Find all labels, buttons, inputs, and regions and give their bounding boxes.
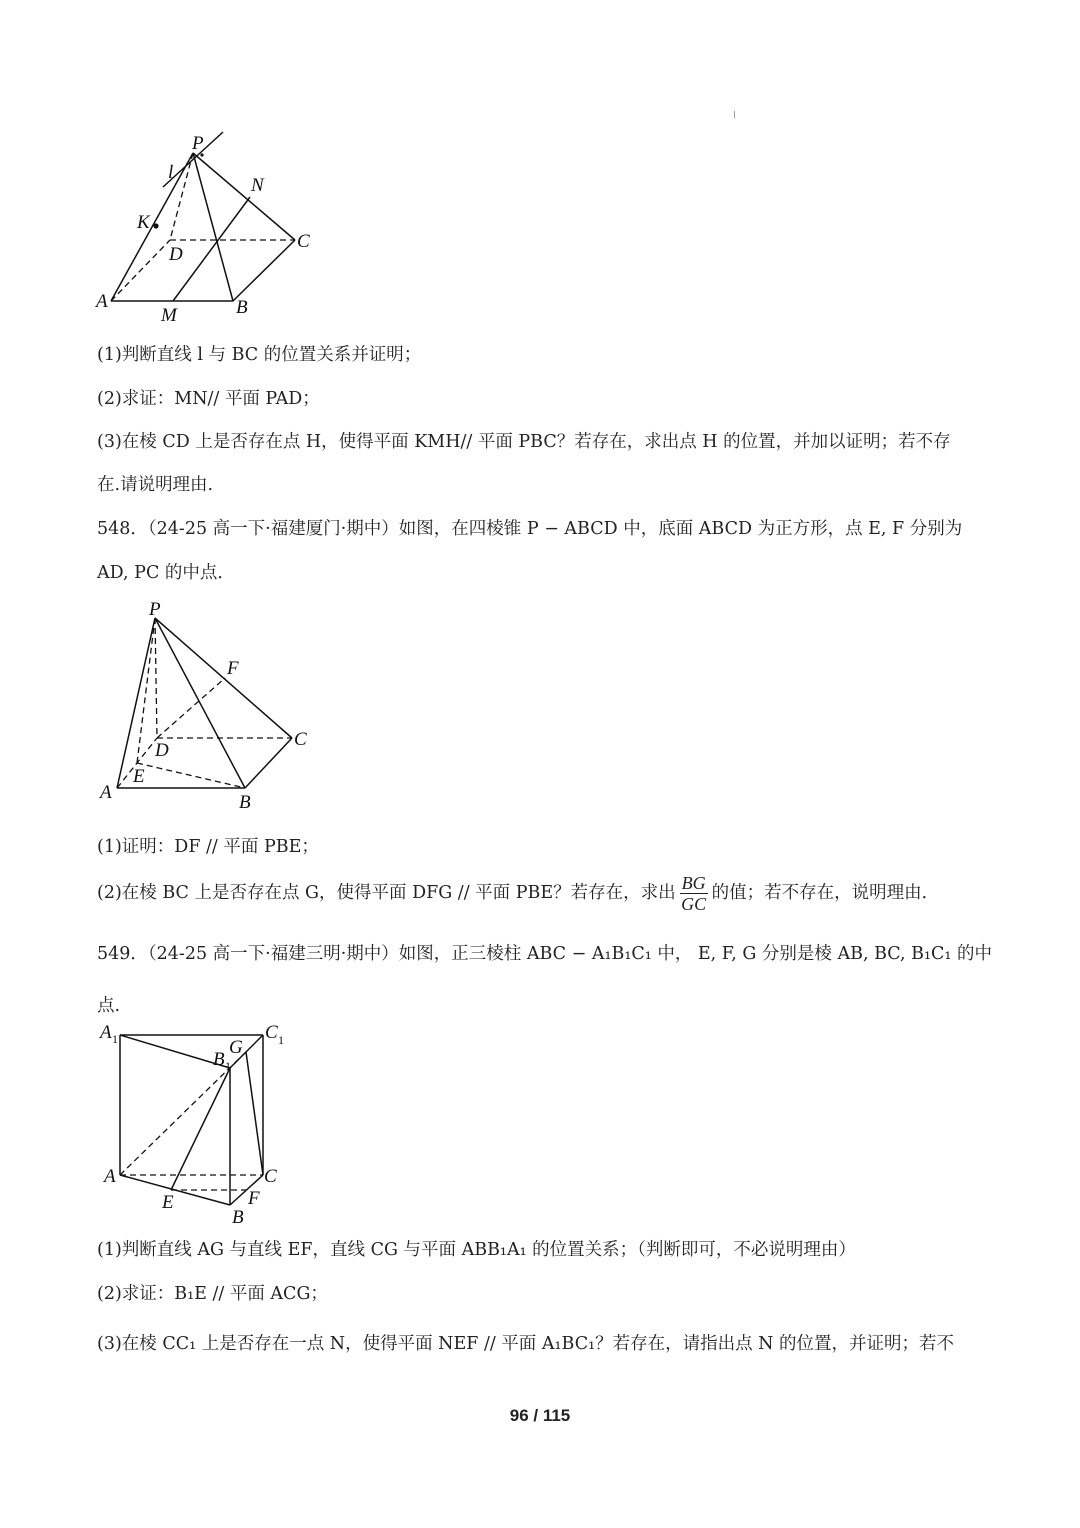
- fig3-label-a: A: [104, 1166, 116, 1187]
- q2-text-before: (2)在棱 BC 上是否存在点 G，使得平面 DFG // 平面 PBE？若存在，求出: [97, 883, 676, 903]
- fig1-label-k: K: [137, 212, 150, 233]
- block1-question-3a: (3)在棱 CD 上是否存在点 H，使得平面 KMH// 平面 PBC？若存在，求出点 H 的位置，并加以证明；若不存: [97, 432, 951, 452]
- fraction-bg-gc: [680, 873, 708, 914]
- problem-548-question-2: [97, 872, 939, 914]
- fig2-label-c: C: [294, 729, 307, 750]
- fig2-label-a: A: [100, 782, 112, 803]
- fig3-label-e: E: [162, 1192, 174, 1213]
- fig1-label-d: D: [169, 244, 183, 265]
- figure-pyramid-1: [95, 125, 335, 325]
- fig1-label-b: B: [236, 297, 248, 318]
- figure-pyramid-548: [97, 598, 317, 818]
- problem-549-line2: 点.: [97, 996, 121, 1016]
- problem-549-question-2: (2)求证：B₁E // 平面 ACG；: [97, 1284, 328, 1304]
- block1-question-2: (2)求证：MN// 平面 PAD；: [97, 389, 320, 409]
- figure-prism-549: [98, 1020, 298, 1230]
- fig2-label-e: E: [133, 766, 145, 787]
- page-number: 96 / 115: [509, 1406, 571, 1425]
- fraction-numerator: BG: [681, 873, 706, 893]
- fig3-label-g: G: [229, 1037, 243, 1058]
- fig2-label-b: B: [239, 792, 251, 813]
- fig3-label-a1: A: [100, 1022, 112, 1043]
- fig3-label-b1: B: [213, 1049, 225, 1070]
- fig3-label-f: F: [248, 1188, 260, 1209]
- fig1-label-l: l: [168, 162, 174, 183]
- fig1-label-p: P: [192, 133, 204, 154]
- point-k-dot: [153, 223, 158, 228]
- q2-text-after: 的值；若不存在，说明理由．: [711, 883, 940, 903]
- problem-548-line1: 548．（24-25 高一下·福建厦门·期中）如图，在四棱锥 P − ABCD 中，底面 ABCD 为正方形，点 E, F 分别为: [97, 519, 963, 539]
- block1-question-3b: 在.请说明理由.: [97, 475, 214, 495]
- fig1-label-n: N: [251, 175, 264, 196]
- problem-548-question-1: (1)证明：DF // 平面 PBE；: [97, 837, 319, 857]
- fig1-label-c: C: [297, 231, 310, 252]
- fig1-label-a: A: [96, 291, 108, 312]
- fig2-label-d: D: [155, 740, 169, 761]
- problem-549-line1: 549．（24-25 高一下·福建三明·期中）如图，正三棱柱 ABC − A₁B₁C₁ 中， E, F, G 分别是棱 AB, BC, B₁C₁ 的中: [97, 944, 993, 964]
- fig3-label-c1-sub: 1: [278, 1033, 284, 1047]
- problem-549-question-1: (1)判断直线 AG 与直线 EF，直线 CG 与平面 ABB₁A₁ 的位置关系；（判断即可，不必说明理由）: [97, 1240, 856, 1260]
- fig1-label-m: M: [161, 305, 177, 325]
- fig2-label-f: F: [227, 658, 239, 679]
- problem-549-question-3: (3)在棱 CC₁ 上是否存在一点 N，使得平面 NEF // 平面 A₁BC₁？若存在，请指出点 N 的位置，并证明；若不: [97, 1334, 955, 1354]
- block1-question-1: (1)判断直线 l 与 BC 的位置关系并证明；: [97, 345, 422, 365]
- fig3-label-c: C: [264, 1166, 277, 1187]
- fig3-label-c1: C: [265, 1022, 278, 1043]
- fig2-label-p: P: [149, 599, 161, 620]
- problem-548-line2: AD, PC 的中点．: [97, 563, 235, 583]
- fig3-label-b1-sub: 1: [225, 1059, 231, 1073]
- fraction-denominator: GC: [681, 894, 707, 914]
- fig3-label-a1-sub: 1: [112, 1032, 118, 1046]
- margin-mark: [734, 111, 735, 118]
- fig3-label-b: B: [232, 1207, 244, 1228]
